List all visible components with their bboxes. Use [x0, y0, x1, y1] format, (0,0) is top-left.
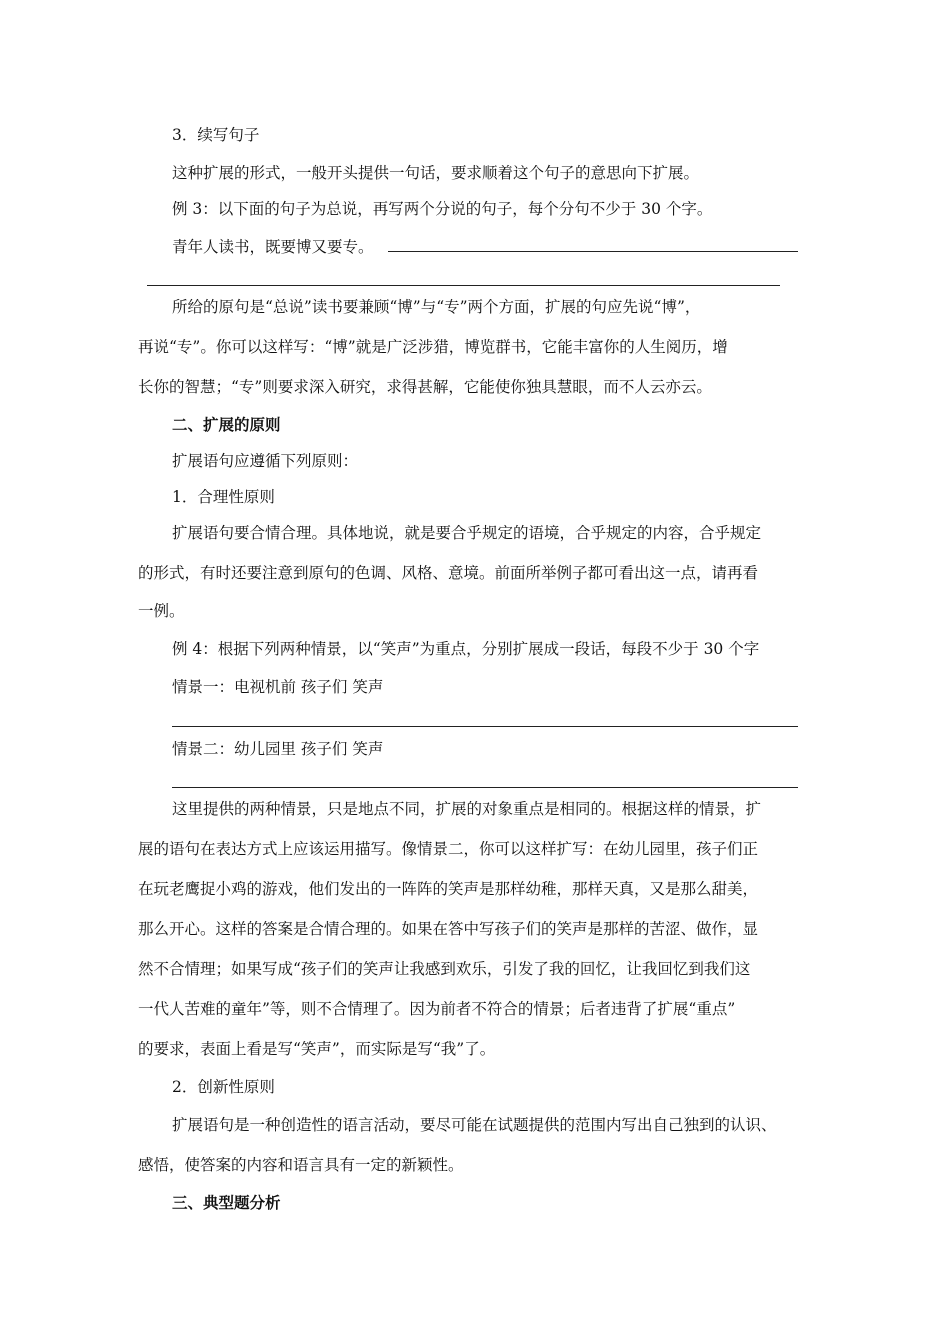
subsection-heading-innovation: 2．创新性原则 — [172, 1078, 275, 1096]
subsection-heading-rationality: 1．合理性原则 — [172, 488, 275, 506]
paragraph-line: 展的语句在表达方式上应该运用描写。像情景二，你可以这样扩写：在幼儿园里，孩子们正 — [138, 840, 759, 858]
paragraph-line: 的要求，表面上看是写“笑声”，而实际是写“我”了。 — [138, 1040, 496, 1058]
scenario-two: 情景二：幼儿园里 孩子们 笑声 — [172, 740, 384, 758]
paragraph-line: 一代人苦难的童年”等，则不合情理了。因为前者不符合的情景；后者违背了扩展“重点” — [138, 1000, 736, 1018]
scenario-one: 情景一：电视机前 孩子们 笑声 — [172, 678, 384, 696]
example-3-sentence: 青年人读书，既要博又要专。 — [172, 238, 374, 256]
paragraph-line: 那么开心。这样的答案是合情合理的。如果在答中写孩子们的笑声是那样的苦涩、做作，显 — [138, 920, 759, 938]
paragraph-line: 长你的智慧；“专”则要求深入研究，求得甚解，它能使你独具慧眼，而不人云亦云。 — [138, 378, 712, 396]
example-4-prompt: 例 4：根据下列两种情景，以“笑声”为重点，分别扩展成一段话，每段不少于 30 个字 — [172, 640, 760, 658]
answer-blank-line — [172, 787, 798, 788]
answer-blank-line — [172, 726, 798, 727]
section-heading-principles: 二、扩展的原则 — [172, 415, 281, 434]
paragraph-line: 再说“专”。你可以这样写：“博”就是广泛涉猎，博览群书，它能丰富你的人生阅历，增 — [138, 338, 728, 356]
paragraph-line: 扩展语句要合情合理。具体地说，就是要合乎规定的语境，合乎规定的内容，合乎规定 — [172, 524, 762, 542]
example-3-prompt: 例 3：以下面的句子为总说，再写两个分说的句子，每个分句不少于 30 个字。 — [172, 200, 713, 218]
paragraph-line: 这里提供的两种情景，只是地点不同，扩展的对象重点是相同的。根据这样的情景，扩 — [172, 800, 762, 818]
paragraph-line: 然不合情理；如果写成“孩子们的笑声让我感到欢乐，引发了我的回忆，让我回忆到我们这 — [138, 960, 751, 978]
paragraph-line: 的形式，有时还要注意到原句的色调、风格、意境。前面所举例子都可看出这一点，请再看 — [138, 564, 759, 582]
paragraph-line: 所给的原句是“总说”读书要兼顾“博”与“专”两个方面，扩展的句应先说“博”， — [172, 298, 701, 316]
paragraph-line: 这种扩展的形式，一般开头提供一句话，要求顺着这个句子的意思向下扩展。 — [172, 164, 700, 182]
paragraph-line: 扩展语句是一种创造性的语言活动，要尽可能在试题提供的范围内写出自己独到的认识、 — [172, 1116, 777, 1134]
paragraph-line: 在玩老鹰捉小鸡的游戏，他们发出的一阵阵的笑声是那样幼稚，那样天真，又是那么甜美， — [138, 880, 759, 898]
answer-blank-line — [147, 285, 780, 286]
paragraph-line: 扩展语句应遵循下列原则： — [172, 452, 359, 470]
subsection-heading-continue-sentence: 3．续写句子 — [172, 126, 260, 144]
paragraph-line: 感悟，使答案的内容和语言具有一定的新颖性。 — [138, 1156, 464, 1174]
paragraph-line: 一例。 — [138, 602, 185, 620]
section-heading-typical-analysis: 三、典型题分析 — [172, 1193, 281, 1212]
answer-blank-line — [388, 251, 798, 252]
